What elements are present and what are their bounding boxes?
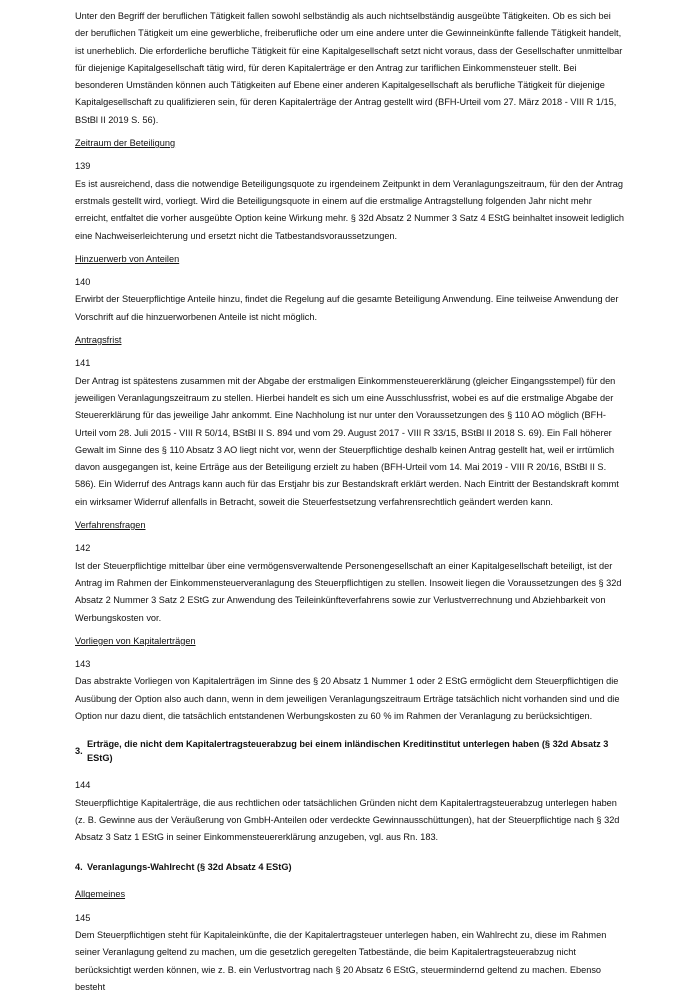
section-heading-3 (75, 737, 624, 765)
heading-verfahrensfragen: Verfahrensfragen (75, 520, 146, 531)
margin-number-143: 143 (75, 659, 91, 670)
heading-hinzuerwerb-von-anteilen: Hinzuerwerb von Anteilen (75, 253, 180, 264)
section-title-4: Veranlagungs-Wahlrecht (§ 32d Absatz 4 EStG) (87, 862, 292, 873)
paragraph-140: Erwirbt der Steuerpflichtige Anteile hinzu, findet die Regelung auf die gesamte Beteiligung Anwendung. Eine teilweise Anwendung der Vorschrift auf die hinzuerworbenen Anteile ist nicht möglich. (75, 294, 619, 322)
margin-number-139: 139 (75, 161, 91, 172)
heading-allgemeines: Allgemeines (75, 889, 126, 900)
intro-paragraph: Unter den Begriff der beruflichen Tätigkeit fallen sowohl selbständig als auch nichtselbständig ausgeübte Tätigkeiten. Ob es sich bei der beruflichen Tätigkeit um eine gewerbliche, freiberufliche oder um eine andere unter die Gewinneinkünfte fallende Tätigkeit handelt, ist unerheblich. Die erforderliche berufliche Tätigkeit für eine Kapitalgesellschaft setzt nicht voraus, dass der Gesellschafter unmittelbar für diejenige Kapitalgesellschaft tätig wird, für deren Kapitalerträge er den Antrag zur tariflichen Einkommensteuer stellt. Bei besonderen Umständen können auch Tätigkeiten auf Ebene einer anderen Kapitalgesellschaft als berufliche Tätigkeit für diejenige Kapitalgesellschaft zu qualifizieren sein, für deren Kapitalerträge der Antrag gestellt wird (BFH-Urteil vom 27. März 2018 - VIII R 1/15, BStBl II 2019 S. 56). (75, 11, 623, 125)
paragraph-145: Dem Steuerpflichtigen steht für Kapitaleinkünfte, die der Kapitalertragsteuer unterlegen haben, ein Wahlrecht zu, diese im Rahmen seiner Veranlagung geltend zu machen, um die gesetzlich geregelten Tatbestände, die beim Kapitalertragsteuerabzug nicht berücksichtigt werden können, wie z. B. ein Verlustvortrag nach § 20 Absatz 6 EStG, steuermindernd geltend zu machen. Ebenso besteht (75, 930, 607, 992)
paragraph-139: Es ist ausreichend, dass die notwendige Beteiligungsquote zu irgendeinem Zeitpunkt in dem Veranlagungszeitraum, für den der Antrag erstmals gestellt wird, vorliegt. Wird die Beteiligungsquote in einem auf die erstmalige Antragstellung folgenden Jahr nicht mehr erreicht, entfaltet die vorher ausgeübte Option keine Wirkung mehr. § 32d Absatz 2 Nummer 3 Satz 4 EStG beinhaltet insoweit lediglich eine Nachweiserleichterung und ersetzt nicht die Tatbestandsvoraussetzungen. (75, 178, 624, 241)
section-heading-4 (75, 860, 624, 874)
margin-number-141: 141 (75, 358, 91, 369)
section-number-3: 3. (75, 746, 83, 757)
heading-vorliegen-von-kapitalertraegen: Vorliegen von Kapitalerträgen (75, 635, 196, 646)
margin-number-140: 140 (75, 277, 91, 288)
heading-zeitraum-der-beteiligung: Zeitraum der Beteiligung (75, 138, 176, 149)
section-number-4: 4. (75, 862, 83, 873)
margin-number-144: 144 (75, 780, 91, 791)
paragraph-141: Der Antrag ist spätestens zusammen mit der Abgabe der erstmaligen Einkommensteuererklärung (gleicher Eingangsstempel) für den jeweiligen Veranlagungszeitraum zu stellen. Hierbei handelt es sich um eine Ausschlussfrist, wobei es auf die erstmalige Abgabe der Steuererklärung für das jeweilige Jahr ankommt. Eine Nachholung ist nur unter den Voraussetzungen des § 110 AO möglich (BFH-Urteil vom 28. Juli 2015 - VIII R 50/14, BStBl II S. 894 und vom 29. August 2017 - VIII R 33/15, BStBl II 2018 S. 69). Ein Fall höherer Gewalt im Sinne des § 110 Absatz 3 AO liegt nicht vor, wenn der Steuerpflichtige deshalb keinen Antrag gestellt hat, weil er irrtümlich davon ausgegangen ist, keine Erträge aus der Beteiligung erzielt zu haben (BFH-Urteil vom 14. Mai 2019 - VIII R 20/16, BStBl II S. 586). Ein Widerruf des Antrags kann auch für das Erstjahr bis zur Bestandskraft erklärt werden. Nach Eintritt der Bestandskraft kommt ein wirksamer Widerruf allenfalls in Betracht, soweit die Steuerfestsetzung verfahrensrechtlich geändert werden kann. (75, 375, 619, 507)
heading-antragsfrist: Antragsfrist (75, 335, 122, 346)
paragraph-142: Ist der Steuerpflichtige mittelbar über eine vermögensverwaltende Personengesellschaft an einer Kapitalgesellschaft beteiligt, ist der Antrag im Rahmen der Einkommensteuerveranlagung des Steuerpflichtigen zu stellen. Insoweit liegen die Voraussetzungen des § 32d Absatz 2 Nummer 3 Satz 2 EStG zur Anwendung des Teileinkünfteverfahrens sowie zur Verlustverrechnung und Abziehbarkeit von Werbungskosten vor. (75, 560, 622, 623)
paragraph-143: Das abstrakte Vorliegen von Kapitalerträgen im Sinne des § 20 Absatz 1 Nummer 1 oder 2 EStG ermöglicht dem Steuerpflichtigen die Ausübung der Option also auch dann, wenn in dem jeweiligen Veranlagungszeitraum Erträge tatsächlich nicht vorhanden sind und die Option nur dazu dient, die tatsächlich entstandenen Werbungskosten zu 60 % im Rahmen der Veranlagung zu berücksichtigen. (75, 676, 620, 721)
margin-number-142: 142 (75, 543, 91, 554)
margin-number-145: 145 (75, 912, 91, 923)
paragraph-144: Steuerpflichtige Kapitalerträge, die aus rechtlichen oder tatsächlichen Gründen nicht dem Kapitalertragsteuerabzug unterlegen haben (z. B. Gewinne aus der Veräußerung von GmbH-Anteilen oder verdeckte Gewinnausschüttungen), hat der Steuerpflichtige nach § 32d Absatz 3 Satz 1 EStG in seiner Einkommensteuererklärung anzugeben, vgl. aus Rn. 183. (75, 797, 620, 843)
section-title-3: Erträge, die nicht dem Kapitalertragsteuerabzug bei einem inländischen Kreditinstitut unterlegen haben (§ 32d Absatz 3 EStG) (87, 739, 609, 764)
